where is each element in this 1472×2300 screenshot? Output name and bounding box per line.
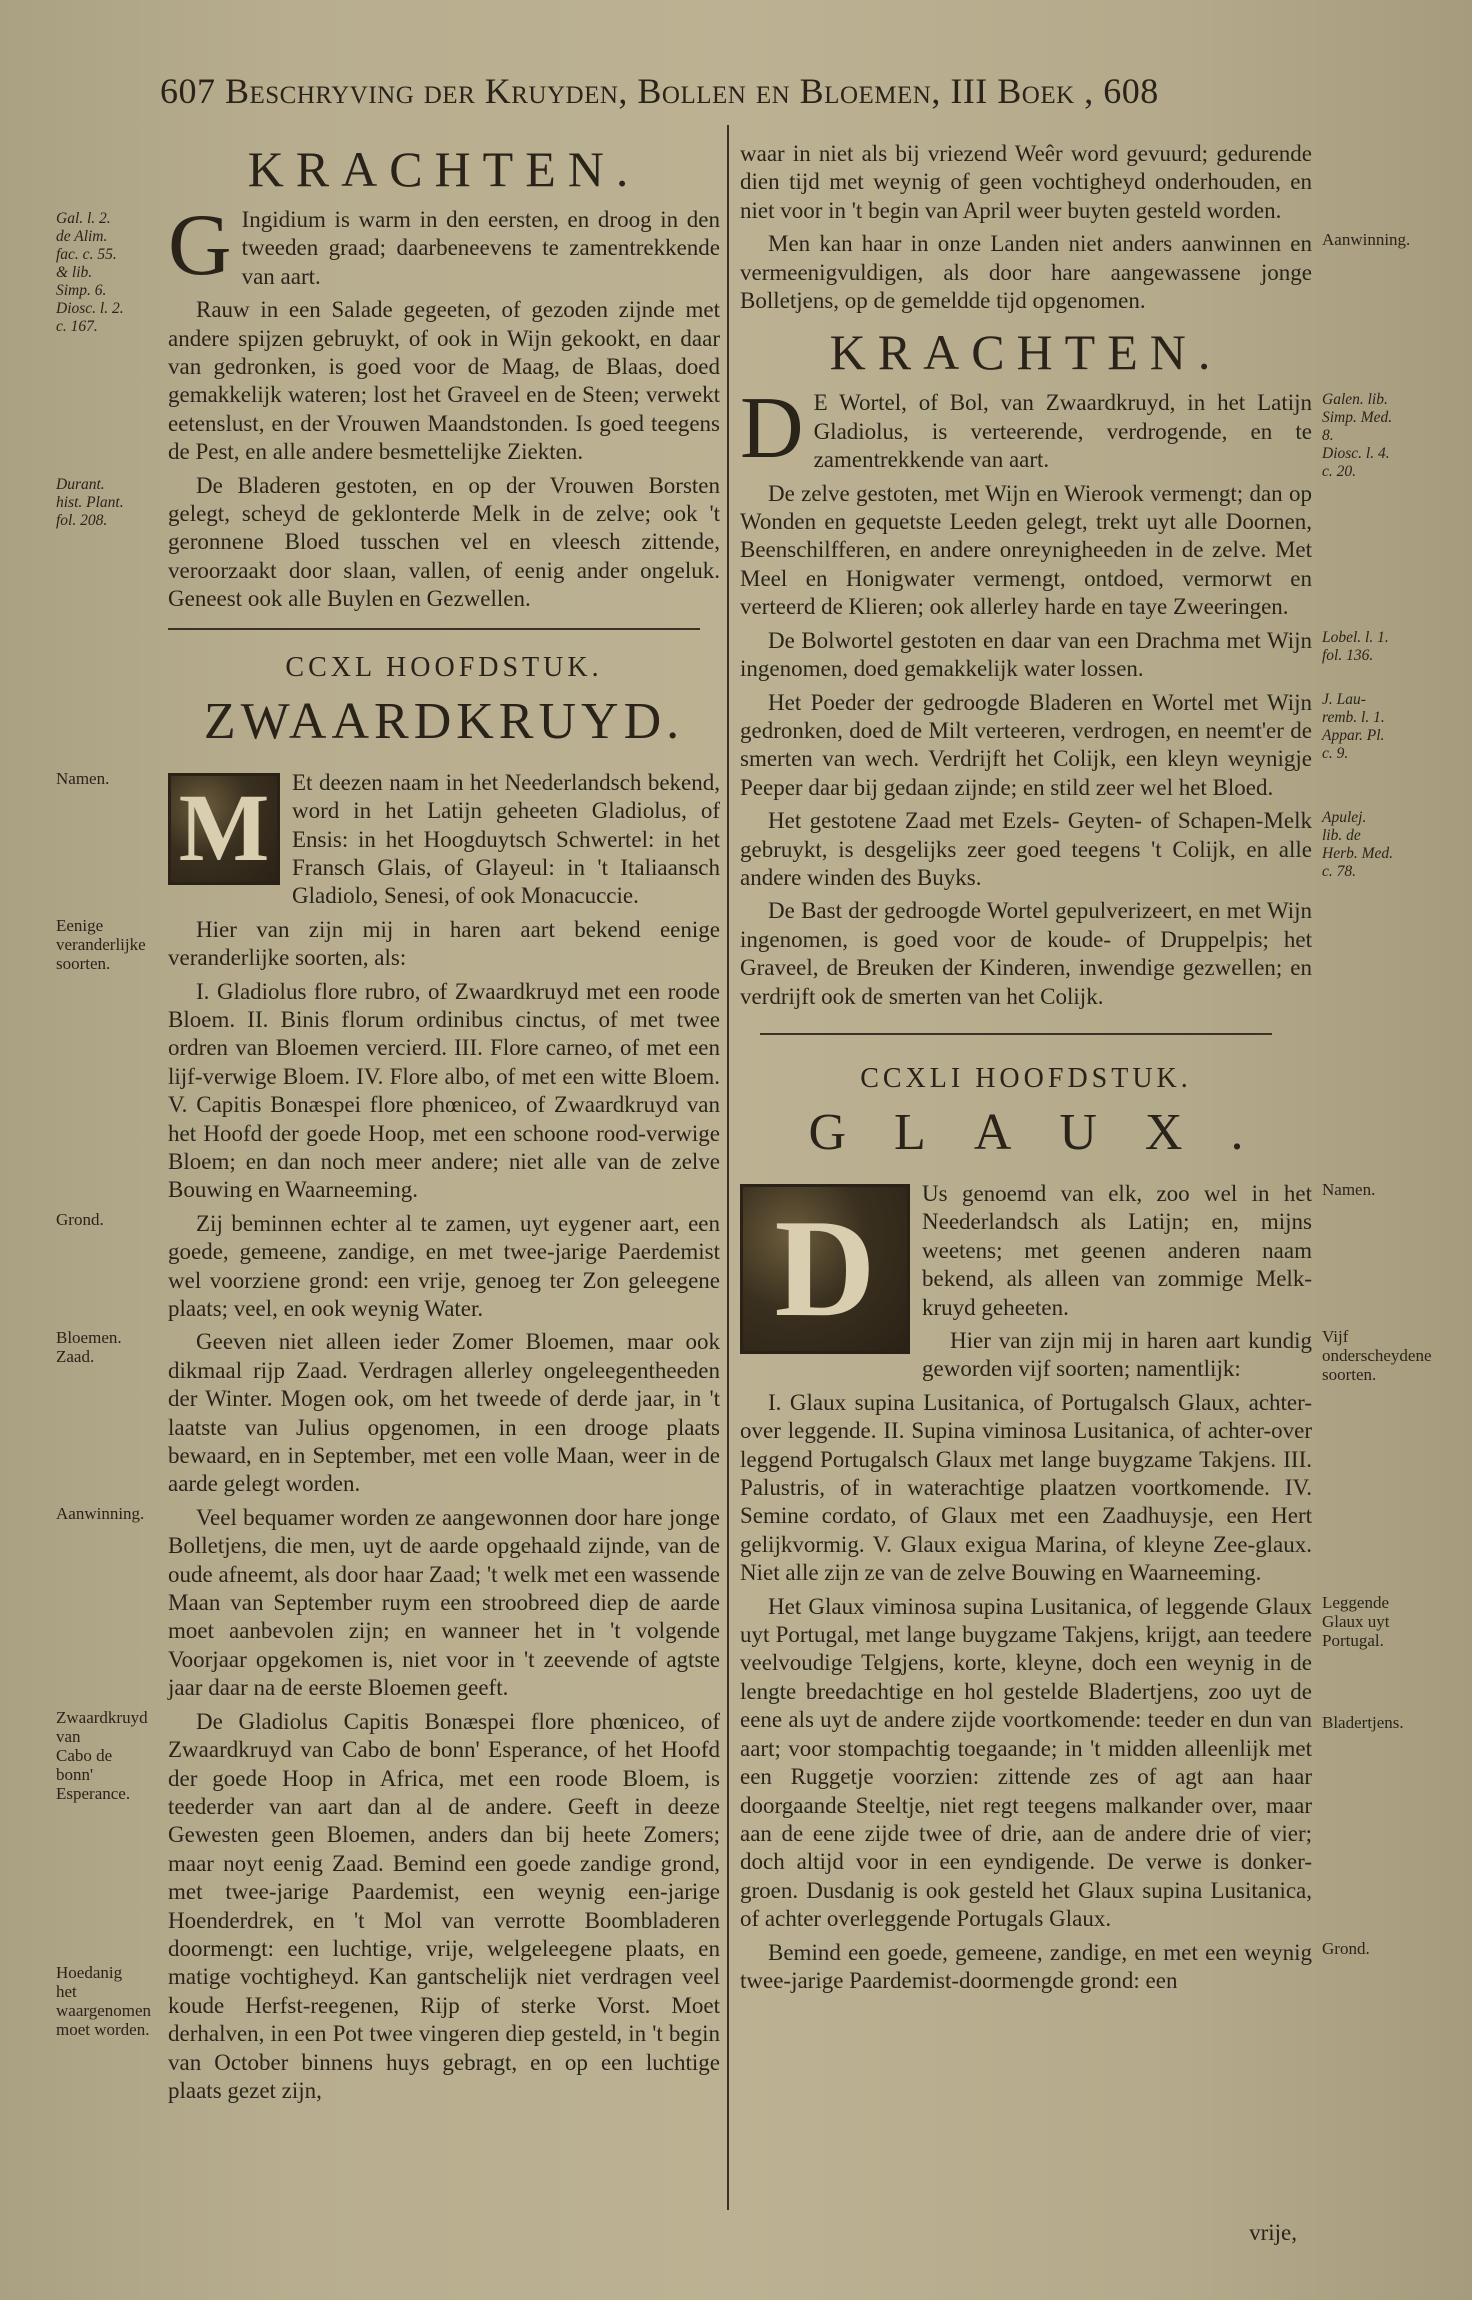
margin-note: Vijf onderscheydene soorten. — [1322, 1327, 1432, 1384]
left-column — [56, 140, 720, 2110]
paragraph: De zelve gestoten, met Wijn en Wierook vermengt; dan op Wonden en gequetste Leeden gelegt, trekt uyt alle Doornen, Beenschilfferen, en andere onreynigheeden in de zelve. Met Meel en Honigwater vermengt, ontdoed, vermorwt en verteerd de Klieren; ook allerley harde en taye Zweeringen. — [740, 480, 1312, 620]
margin-note-citation: Galen. lib. Simp. Med. 8. Diosc. l. 4. c. 20. — [1322, 391, 1393, 481]
paragraph-text: Ingidium is warm in den eersten, en droog in den tweeden graad; daarbeneevens te zamentrekkende van aart. — [241, 207, 720, 289]
paragraph-text: Bemind een goede, gemeene, zandige, en met een weynig twee-jarige Paardemist-doormengde grond: een — [740, 1939, 1312, 1993]
margin-note-citation: Gal. l. 2. de Alim. fac. c. 55. & lib. Simp. 6. Diosc. l. 2. c. 167. — [56, 210, 124, 335]
paragraph — [740, 230, 1411, 315]
page-number-left: 607 — [160, 71, 216, 111]
horizontal-rule — [168, 628, 700, 630]
margin-note: Grond. — [1322, 1938, 1370, 1958]
paragraph-text: Veel bequamer worden ze aangewonnen door hare jonge Bolletjens, die men, uyt de aarde opgehaald zijnde, van de oude afneemt, als door haar Zaad; 't welk met een wassende Maan van September ruym een stroobreed diep de aarde moet aanbevolen zijn; en wanneer het in 't volgende Voorjaar opgekomen is, niet voor in 't zeevende of agtste jaar daar na de eerste Bloemen geeft. — [168, 1504, 720, 1701]
paragraph-text: Zij beminnen echter al te zamen, uyt eygener aart, een goede, gemeene, zandige, en met twee-jarige Paerdemist wel voorziene grond: een vrije, genoeg ter Zon geleegene plaats; veel, en ook weynig Water. — [168, 1210, 720, 1321]
paragraph-text: Et deezen naam in het Neederlandsch bekend, word in het Latijn geheeten Gladiolus, of Ensis: in het Hoogduytsch Schwertel: in het Fransch Glais, of Glayeul: in 't Italiaansch Gladiolo, Senesi, of ook Monacuccie. — [292, 769, 720, 909]
margin-note: Namen. — [56, 768, 110, 788]
paragraph — [740, 1592, 1404, 1934]
paragraph-text: Geeven niet alleen ieder Zomer Bloemen, maar ook dikmaal rijp Zaad. Verdragen allerley ongeleegentheeden der Winter. Mogen ook, om het tweede of derde jaar, in 't laatste van Julius opgenomen, in een drooge plaats bewaard, en in September, met een volle Maan, weer in de aarde gelegt worden. — [168, 1329, 720, 1497]
margin-note: Aanwinning. — [56, 1503, 145, 1523]
catchword: vrije, — [1249, 2220, 1297, 2245]
margin-note: Bloemen. Zaad. — [56, 1328, 122, 1367]
section-heading-krachten: KRACHTEN. — [829, 324, 1223, 381]
paragraph — [56, 1503, 720, 1703]
page-header — [160, 70, 1310, 112]
chapter-title: GLAUX. — [808, 1103, 1292, 1161]
paragraph — [740, 380, 1393, 481]
paragraph — [56, 1707, 720, 2106]
paragraph: De Bast der gedroogde Wortel gepulverizeert, en met Wijn ingenomen, is goed voor de koude- of Druppelpis; het Graveel, de Breuken der Kinderen, inwendige gezwellen; en verdrijft ook de smerten van het Colijk. — [740, 898, 1312, 1009]
paragraph-text: Hier van zijn mij in haren aart bekend eenige veranderlijke soorten, als: — [168, 916, 720, 971]
paragraph-text: De Gladiolus Capitis Bonæspei flore phœniceo, of Zwaardkruyd van Cabo de bonn' Esperance, of het Hoofd der goede Hoop in Africa, met een roode Bloem, is teederder van aart dan al de andere. Geeft in deeze Gewesten geen Bloemen, anders dan bij heete Zomers; maar noyt eenig Zaad. Bemind een goede zandige grond, met twee-jarige Paardemist, een weynig een-jarige Hoenderdrek, en 't Mol van verrotte Boombladeren doormengt: een luchtige, vrije, welgeleegene plaats, en matige vochtigheyd. Kan gantschelijk niet verdragen veel koude Herfst-reegenen, Rijp of sterke Vorst. Moet derhalven, in een Pot twee vingeren diep gesteld, in 't begin van October binnens huys gebragt, en op een luchtige plaats gezet zijn, — [168, 1708, 720, 2103]
paragraph-text: De Bladeren gestoten, en op der Vrouwen Borsten gelegt, scheyd de geklonterde Melk in de zelve; ook 't geronnene Bloed tusschen vel en vleesch zittende, veroorzaakt door slaan, vallen, of eenig ander ongeluk. Geneest ook alle Buylen en Gezwellen. — [168, 472, 720, 612]
right-column — [740, 140, 1432, 2000]
paragraph — [56, 915, 720, 973]
paragraph-text: Het Glaux viminosa supina Lusitanica, of leggende Glaux uyt Portugal, met lange buygzame Takjens, krijgt, aan teedere veelvoudige Telgjens, korte, kleyne, doch een weynig in de lengte breedachtige en hol gestelde Bladertjens, zoo uyt de eene als uyt de andere zijde voortkomende: teeder en dun van aart; voor stompachtig toegaande; in 't midden alleenlijk met een Ruggetje voorzien: zittende zes of agt aan haar doorgaande Steeltje, niet regt teegens malkander over, maar aan de eene zijde twee of drie, aan de andere drie of vier; doch altijd voor in een eyndigende. De verwe is donker-groen. Dusdanig is ook gesteld het Glaux supina Lusitanica, of achter overleggende Portugals Glaux. — [740, 1593, 1312, 1932]
paragraph-text: Het gestotene Zaad met Ezels- Geyten- of Schapen-Melk gebruykt, is desgelijks zeer goed teegens 't Colijk, en alle andere winden des Buyks. — [740, 808, 1312, 890]
column-divider — [727, 125, 729, 2210]
ornamental-initial — [168, 773, 280, 885]
paragraph-text: Us genoemd van elk, zoo wel in het Neederlandsch als Latijn; en, mijns weetens; met geenen anderen naam bekend, als alleen van zommige Melk-kruyd geheeten. — [922, 1180, 1312, 1320]
paragraph-text: Hier van zijn mij in haren aart kundig geworden vijf soorten; namentlijk: — [922, 1328, 1312, 1382]
running-title: Beschryving der Kruyden, Bollen en Bloemen, III Boek , — [225, 71, 1094, 111]
margin-note: Bladertjens. — [1322, 1712, 1404, 1732]
drop-cap: D — [740, 380, 804, 478]
paragraph — [56, 768, 720, 911]
paragraph — [740, 1179, 1376, 1346]
margin-note-citation: Apulej. lib. de Herb. Med. c. 78. — [1322, 809, 1394, 881]
paragraph — [56, 1209, 720, 1324]
paragraph — [740, 1938, 1370, 1996]
section-heading-krachten: KRACHTEN. — [247, 141, 641, 197]
margin-note: Namen. — [1322, 1179, 1376, 1199]
margin-note: Eenige veranderlijke soorten. — [56, 915, 146, 973]
ornamental-initial-letter: M — [178, 774, 270, 882]
paragraph — [740, 1327, 1432, 1384]
margin-note: Zwaardkruyd van Cabo de bonn' Esperance. — [56, 1707, 148, 1803]
margin-note: Hoedanig het waargenomen moet worden. — [56, 1962, 152, 2039]
paragraph: Rauw in een Salade gegeeten, of gezoden zijnde met andere spijzen gebruykt, of ook in Wijn gekookt, en daar van gedronken, is goed voor de Maag, de Blaas, doed gemakkelijk wateren; lost het Graveel en de Steen; verwekt eetenslust, en der Vrouwen Maandstonden. Is goed teegens de Pest, en alle andere besmettelijke Ziekten. — [168, 297, 720, 465]
paragraph: I. Gladiolus flore rubro, of Zwaardkruyd met een roode Bloem. II. Binis florum ordinibus cinctus, of met twee ordren van Bloemen vercierd. III. Flore carneo, of met een lijf-verwige Bloem. IV. Flore albo, of met een witte Bloem. V. Capitis Bonæspei flore phœniceo, of Zwaardkruyd van het Hoofd der goede Hoop, met een schoone rood-verwige Bloem; en dan noch meer andere; niet alle van de zelve Bouwing en Waarneeming. — [168, 978, 720, 1203]
paragraph: waar in niet als bij vriezend Weêr word gevuurd; gedurende dien tijd met weynig of geen vochtigheyd onderhouden, en niet voor in 't begin van April weer buyten gesteld worden. — [740, 141, 1312, 223]
chapter-heading: CCXL HOOFDSTUK. — [285, 651, 603, 683]
margin-note-citation: Lobel. l. 1. fol. 136. — [1322, 628, 1389, 664]
page-number-right: 608 — [1103, 71, 1159, 111]
paragraph — [56, 1328, 720, 1498]
horizontal-rule — [760, 1033, 1272, 1035]
paragraph-text: E Wortel, of Bol, van Zwaardkruyd, in het Latijn Gladiolus, is verteerende, verdrogende, en te zamentrekkende van aart. — [813, 390, 1312, 473]
chapter-heading: CCXLI HOOFDSTUK. — [860, 1062, 1192, 1094]
paragraph: I. Glaux supina Lusitanica, of Portugalsch Glaux, achter-over leggende. II. Supina viminosa Lusitanica, of achter-over leggend Portugalsch Glaux met lange buygzame Takjens. III. Palustris, of in waterachtige plaatzen voortkomende. IV. Semine cordato, of Glaux met een Zaadhuysje, een Hert gelijkvormig. V. Glaux exigua Marina, of kleyne Zee-glaux. Niet alle zijn ze van de zelve Bouwing en Waarneeming. — [740, 1389, 1312, 1586]
paragraph — [740, 689, 1385, 803]
paragraph — [56, 472, 720, 614]
paragraph-text: Men kan haar in onze Landen niet anders aanwinnen en vermeenigvuldigen, als door hare aangewassene jonge Bolletjens, op de gemeldde tijd opgenomen. — [740, 231, 1312, 314]
margin-note-citation: J. Lau- remb. l. 1. Appar. Pl. c. 9. — [1322, 690, 1385, 762]
ornamental-initial-letter: D — [774, 1190, 876, 1346]
margin-note-citation: Durant. hist. Plant. fol. 208. — [56, 475, 124, 529]
margin-note: Grond. — [56, 1209, 104, 1229]
margin-note: Leggende Glaux uyt Portugal. — [1322, 1592, 1390, 1650]
paragraph-text: Het Poeder der gedroogde Bladeren en Wortel met Wijn gedronken, doed de Milt verteeren, verdrogen, en neemt'er de smerten van wech. Verdrijft het Colijk, een kleyn weynigje Peeper daar bij gedaan zijnde; en stild zeer wel het Bloed. — [740, 689, 1312, 800]
margin-note: Aanwinning. — [1322, 230, 1411, 250]
paragraph-text: De Bolwortel gestoten en daar van een Drachma met Wijn ingenomen, doed gemakkelijk water lossen. — [740, 627, 1312, 682]
drop-cap: G — [168, 197, 232, 294]
paragraph — [740, 807, 1394, 892]
paragraph — [56, 197, 720, 335]
chapter-title: ZWAARDKRUYD. — [203, 692, 685, 750]
paragraph — [740, 627, 1389, 684]
